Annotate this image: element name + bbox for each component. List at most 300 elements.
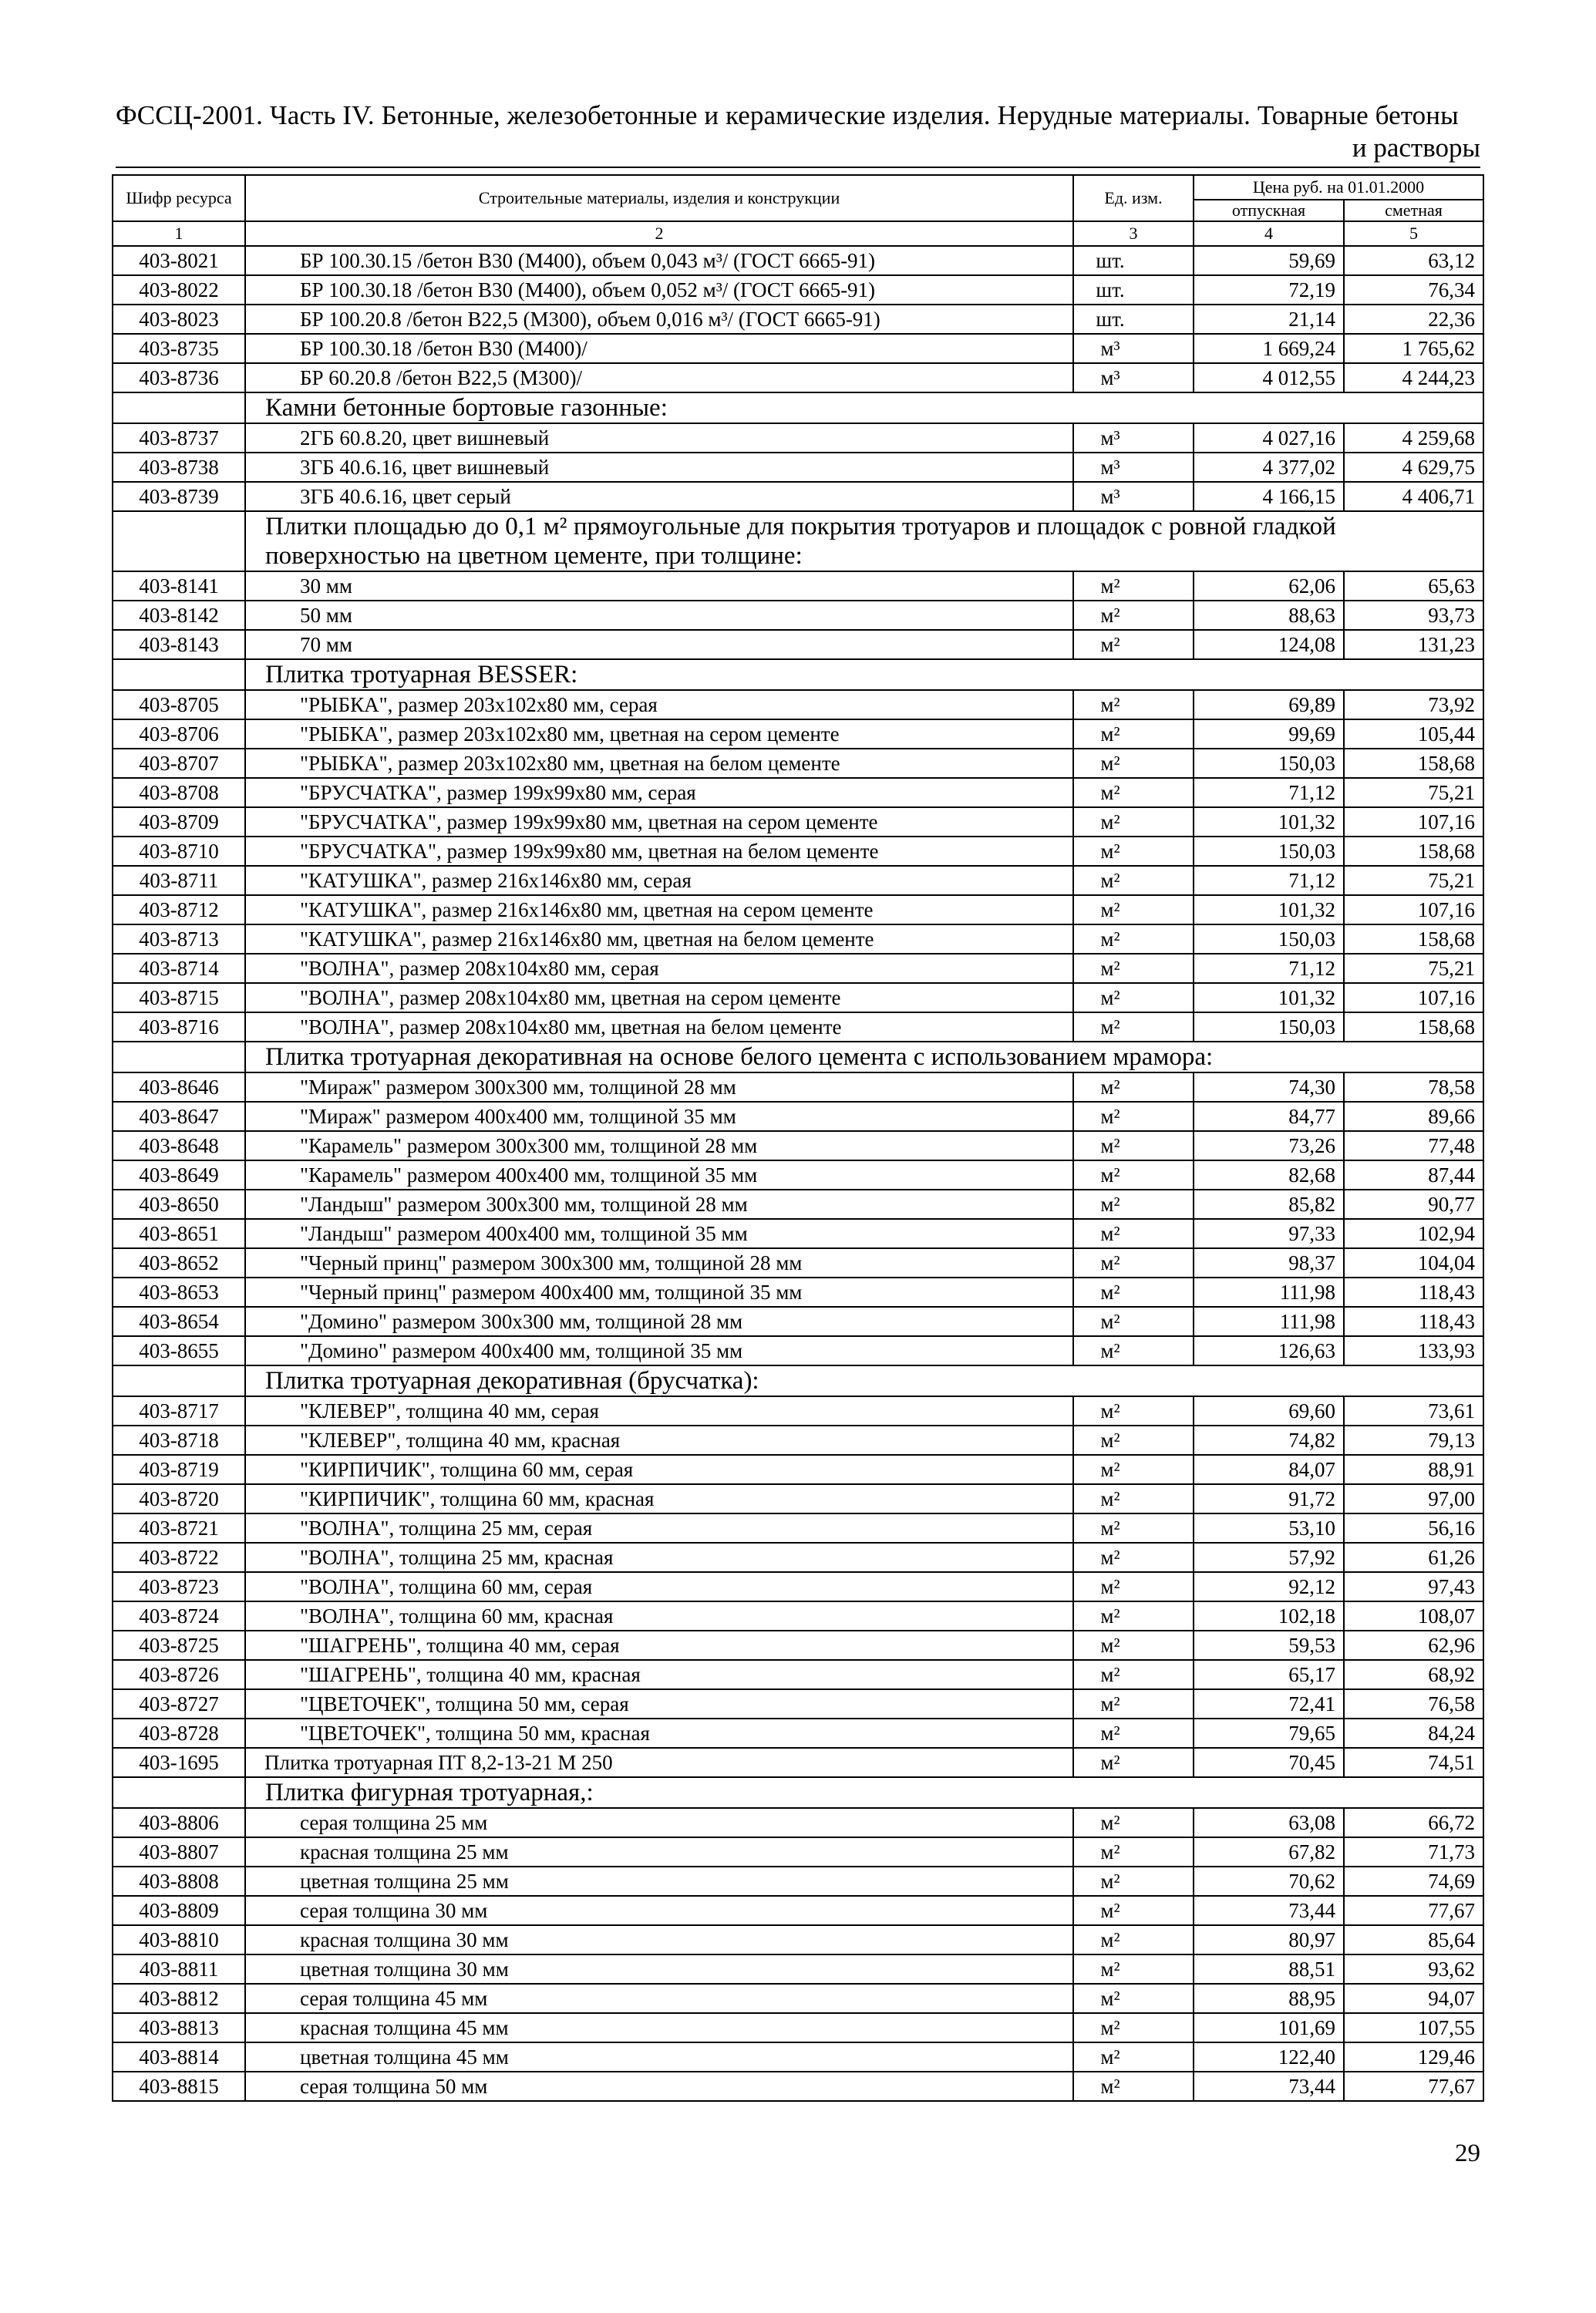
section-code-cell <box>113 1042 245 1072</box>
section-code-cell <box>113 1365 245 1396</box>
estimate-price: 85,64 <box>1344 1925 1483 1954</box>
table-row <box>113 1190 1483 1219</box>
table-row <box>113 1543 1483 1572</box>
material-name: "Домино" размером 400x400 мм, толщиной 35 мм <box>245 1336 1073 1365</box>
resource-code: 403-8706 <box>113 719 245 749</box>
estimate-price: 73,92 <box>1344 690 1483 719</box>
section-row <box>113 1777 1483 1808</box>
estimate-price: 63,12 <box>1344 246 1483 275</box>
estimate-price: 133,93 <box>1344 1336 1483 1365</box>
unit-cell: м² <box>1073 1190 1194 1219</box>
estimate-price: 158,68 <box>1344 924 1483 954</box>
unit-cell: м² <box>1073 1336 1194 1365</box>
estimate-price: 4 244,23 <box>1344 363 1483 392</box>
material-name: "Черный принц" размером 400x400 мм, толщиной 35 мм <box>245 1278 1073 1307</box>
resource-code: 403-8718 <box>113 1426 245 1455</box>
release-price: 72,19 <box>1194 275 1344 305</box>
resource-code: 403-8714 <box>113 954 245 983</box>
estimate-price: 131,23 <box>1344 630 1483 659</box>
section-title: Плитка фигурная тротуарная,: <box>245 1777 1483 1808</box>
unit-cell: м² <box>1073 601 1194 630</box>
table-row <box>113 895 1483 924</box>
table-row <box>113 482 1483 511</box>
resource-code: 403-8726 <box>113 1660 245 1689</box>
release-price: 122,40 <box>1194 2042 1344 2072</box>
material-name: "Домино" размером 300x300 мм, толщиной 28 мм <box>245 1307 1073 1336</box>
release-price: 80,97 <box>1194 1925 1344 1954</box>
unit-cell: м² <box>1073 749 1194 778</box>
material-name: "ЦВЕТОЧЕК", толщина 50 мм, серая <box>245 1689 1073 1719</box>
resource-code: 403-8654 <box>113 1307 245 1336</box>
unit-cell: м² <box>1073 837 1194 866</box>
resource-code: 403-8809 <box>113 1896 245 1925</box>
material-name: БР 60.20.8 /бетон В22,5 (М300)/ <box>245 363 1073 392</box>
unit-cell: шт. <box>1073 305 1194 334</box>
unit-cell: м² <box>1073 1248 1194 1278</box>
estimate-price: 105,44 <box>1344 719 1483 749</box>
resource-code: 403-8648 <box>113 1131 245 1160</box>
release-price: 91,72 <box>1194 1484 1344 1513</box>
col-header-code: Шифр ресурса <box>113 175 245 221</box>
material-name: 70 мм <box>245 630 1073 659</box>
col-header-price-release: отпускная <box>1194 200 1344 221</box>
material-name: красная толщина 25 мм <box>245 1837 1073 1867</box>
release-price: 70,45 <box>1194 1748 1344 1777</box>
resource-code: 403-8725 <box>113 1631 245 1660</box>
release-price: 150,03 <box>1194 837 1344 866</box>
resource-code: 403-8724 <box>113 1601 245 1631</box>
unit-cell: шт. <box>1073 275 1194 305</box>
table-row <box>113 2013 1483 2042</box>
estimate-price: 75,21 <box>1344 866 1483 895</box>
material-name: красная толщина 30 мм <box>245 1925 1073 1954</box>
material-name: "ЦВЕТОЧЕК", толщина 50 мм, красная <box>245 1719 1073 1748</box>
estimate-price: 107,16 <box>1344 983 1483 1012</box>
material-name: цветная толщина 45 мм <box>245 2042 1073 2072</box>
release-price: 59,69 <box>1194 246 1344 275</box>
unit-cell: м² <box>1073 1278 1194 1307</box>
material-name: красная толщина 45 мм <box>245 2013 1073 2042</box>
release-price: 82,68 <box>1194 1160 1344 1190</box>
resource-code: 403-8807 <box>113 1837 245 1867</box>
table-row <box>113 866 1483 895</box>
unit-cell: м² <box>1073 1012 1194 1042</box>
material-name: 2ГБ 60.8.20, цвет вишневый <box>245 423 1073 453</box>
price-table <box>112 174 1484 2102</box>
column-number: 3 <box>1073 221 1194 246</box>
material-name: БР 100.30.18 /бетон В30 (М400)/ <box>245 334 1073 363</box>
section-row <box>113 1365 1483 1396</box>
table-row <box>113 1307 1483 1336</box>
resource-code: 403-8143 <box>113 630 245 659</box>
release-price: 150,03 <box>1194 924 1344 954</box>
unit-cell: м³ <box>1073 363 1194 392</box>
release-price: 101,69 <box>1194 2013 1344 2042</box>
release-price: 73,44 <box>1194 1896 1344 1925</box>
unit-cell: м² <box>1073 1543 1194 1572</box>
estimate-price: 108,07 <box>1344 1601 1483 1631</box>
table-row <box>113 837 1483 866</box>
estimate-price: 158,68 <box>1344 837 1483 866</box>
resource-code: 403-8722 <box>113 1543 245 1572</box>
release-price: 71,12 <box>1194 778 1344 807</box>
resource-code: 403-8647 <box>113 1102 245 1131</box>
estimate-price: 90,77 <box>1344 1190 1483 1219</box>
col-header-price-estimate: сметная <box>1344 200 1483 221</box>
resource-code: 403-8728 <box>113 1719 245 1748</box>
page-header-line1: ФССЦ-2001. Часть IV. Бетонные, железобетонные и керамические изделия. Нерудные материалы. Товарные бетоны <box>116 100 1459 130</box>
release-price: 101,32 <box>1194 895 1344 924</box>
resource-code: 403-8651 <box>113 1219 245 1248</box>
column-number: 4 <box>1194 221 1344 246</box>
section-code-cell <box>113 1777 245 1808</box>
estimate-price: 129,46 <box>1344 2042 1483 2072</box>
release-price: 21,14 <box>1194 305 1344 334</box>
resource-code: 403-8708 <box>113 778 245 807</box>
unit-cell: м² <box>1073 807 1194 837</box>
section-title: Камни бетонные бортовые газонные: <box>245 392 1483 423</box>
unit-cell: м³ <box>1073 334 1194 363</box>
unit-cell: м³ <box>1073 423 1194 453</box>
table-row <box>113 1278 1483 1307</box>
release-price: 88,95 <box>1194 1984 1344 2013</box>
unit-cell: м² <box>1073 1896 1194 1925</box>
estimate-price: 94,07 <box>1344 1984 1483 2013</box>
estimate-price: 77,67 <box>1344 2072 1483 2101</box>
resource-code: 403-8715 <box>113 983 245 1012</box>
material-name: "Карамель" размером 300x300 мм, толщиной 28 мм <box>245 1131 1073 1160</box>
material-name: "КИРПИЧИК", толщина 60 мм, красная <box>245 1484 1073 1513</box>
unit-cell: м² <box>1073 1513 1194 1543</box>
table-row <box>113 571 1483 601</box>
resource-code: 403-8649 <box>113 1160 245 1190</box>
unit-cell: м² <box>1073 690 1194 719</box>
release-price: 92,12 <box>1194 1572 1344 1601</box>
page-header-line2: и растворы <box>1352 133 1480 163</box>
material-name: 30 мм <box>245 571 1073 601</box>
estimate-price: 4 406,71 <box>1344 482 1483 511</box>
unit-cell: м² <box>1073 719 1194 749</box>
unit-cell: м³ <box>1073 453 1194 482</box>
resource-code: 403-8142 <box>113 601 245 630</box>
material-name: "КАТУШКА", размер 216x146x80 мм, цветная на белом цементе <box>245 924 1073 954</box>
estimate-price: 107,16 <box>1344 807 1483 837</box>
release-price: 84,77 <box>1194 1102 1344 1131</box>
estimate-price: 87,44 <box>1344 1160 1483 1190</box>
material-name: "КЛЕВЕР", толщина 40 мм, красная <box>245 1426 1073 1455</box>
unit-cell: м² <box>1073 895 1194 924</box>
release-price: 4 012,55 <box>1194 363 1344 392</box>
estimate-price: 66,72 <box>1344 1808 1483 1837</box>
table-row <box>113 954 1483 983</box>
col-header-price: Цена руб. на 01.01.2000 <box>1194 175 1483 200</box>
estimate-price: 78,58 <box>1344 1072 1483 1102</box>
section-code-cell <box>113 511 245 571</box>
table-row <box>113 453 1483 482</box>
release-price: 59,53 <box>1194 1631 1344 1660</box>
table-row <box>113 1925 1483 1954</box>
resource-code: 403-8023 <box>113 305 245 334</box>
release-price: 1 669,24 <box>1194 334 1344 363</box>
estimate-price: 77,48 <box>1344 1131 1483 1160</box>
unit-cell: м² <box>1073 1837 1194 1867</box>
release-price: 101,32 <box>1194 983 1344 1012</box>
resource-code: 403-8646 <box>113 1072 245 1102</box>
resource-code: 403-8711 <box>113 866 245 895</box>
table-row <box>113 1513 1483 1543</box>
estimate-price: 97,00 <box>1344 1484 1483 1513</box>
section-row <box>113 659 1483 690</box>
table-row <box>113 2042 1483 2072</box>
estimate-price: 89,66 <box>1344 1102 1483 1131</box>
material-name: "КИРПИЧИК", толщина 60 мм, серая <box>245 1455 1073 1484</box>
estimate-price: 77,67 <box>1344 1896 1483 1925</box>
release-price: 4 027,16 <box>1194 423 1344 453</box>
table-row <box>113 2072 1483 2101</box>
release-price: 63,08 <box>1194 1808 1344 1837</box>
material-name: БР 100.30.15 /бетон В30 (М400), объем 0,043 м³/ (ГОСТ 6665-91) <box>245 246 1073 275</box>
section-title: Плитка тротуарная декоративная на основе белого цемента с использованием мрамора: <box>245 1042 1483 1072</box>
material-name: Плитка тротуарная ПТ 8,2-13-21 М 250 <box>245 1748 1073 1777</box>
unit-cell: м² <box>1073 1601 1194 1631</box>
unit-cell: м² <box>1073 1954 1194 1984</box>
estimate-price: 68,92 <box>1344 1660 1483 1689</box>
estimate-price: 61,26 <box>1344 1543 1483 1572</box>
unit-cell: м² <box>1073 778 1194 807</box>
unit-cell: м² <box>1073 1660 1194 1689</box>
unit-cell: м² <box>1073 1131 1194 1160</box>
release-price: 150,03 <box>1194 1012 1344 1042</box>
resource-code: 403-8717 <box>113 1396 245 1426</box>
column-numbers-row <box>113 221 1483 246</box>
release-price: 4 377,02 <box>1194 453 1344 482</box>
column-number: 1 <box>113 221 245 246</box>
release-price: 97,33 <box>1194 1219 1344 1248</box>
material-name: цветная толщина 30 мм <box>245 1954 1073 1984</box>
release-price: 99,69 <box>1194 719 1344 749</box>
resource-code: 403-8723 <box>113 1572 245 1601</box>
release-price: 126,63 <box>1194 1336 1344 1365</box>
release-price: 111,98 <box>1194 1278 1344 1307</box>
release-price: 69,89 <box>1194 690 1344 719</box>
unit-cell: м² <box>1073 1219 1194 1248</box>
resource-code: 403-8141 <box>113 571 245 601</box>
material-name: "ВОЛНА", толщина 60 мм, серая <box>245 1572 1073 1601</box>
estimate-price: 102,94 <box>1344 1219 1483 1248</box>
release-price: 69,60 <box>1194 1396 1344 1426</box>
estimate-price: 4 629,75 <box>1344 453 1483 482</box>
resource-code: 403-8815 <box>113 2072 245 2101</box>
material-name: БР 100.30.18 /бетон В30 (М400), объем 0,052 м³/ (ГОСТ 6665-91) <box>245 275 1073 305</box>
resource-code: 403-8709 <box>113 807 245 837</box>
table-row <box>113 1689 1483 1719</box>
unit-cell: м² <box>1073 1160 1194 1190</box>
resource-code: 403-8810 <box>113 1925 245 1954</box>
table-row <box>113 983 1483 1012</box>
estimate-price: 4 259,68 <box>1344 423 1483 453</box>
unit-cell: м² <box>1073 571 1194 601</box>
unit-cell: м² <box>1073 1455 1194 1484</box>
section-row <box>113 511 1483 571</box>
unit-cell: м² <box>1073 1572 1194 1601</box>
estimate-price: 1 765,62 <box>1344 334 1483 363</box>
estimate-price: 93,62 <box>1344 1954 1483 1984</box>
table-row <box>113 305 1483 334</box>
resource-code: 403-8713 <box>113 924 245 954</box>
table-row <box>113 924 1483 954</box>
release-price: 65,17 <box>1194 1660 1344 1689</box>
table-row <box>113 1219 1483 1248</box>
estimate-price: 75,21 <box>1344 954 1483 983</box>
table-row <box>113 1660 1483 1689</box>
header-rule <box>116 167 1480 168</box>
table-body <box>113 246 1483 2101</box>
resource-code: 403-8712 <box>113 895 245 924</box>
material-name: "РЫБКА", размер 203x102x80 мм, цветная на белом цементе <box>245 749 1073 778</box>
unit-cell: м² <box>1073 1867 1194 1896</box>
col-header-unit: Ед. изм. <box>1073 175 1194 221</box>
resource-code: 403-8720 <box>113 1484 245 1513</box>
col-header-name: Строительные материалы, изделия и конструкции <box>245 175 1073 221</box>
material-name: "Мираж" размером 400x400 мм, толщиной 35 мм <box>245 1102 1073 1131</box>
resource-code: 403-8710 <box>113 837 245 866</box>
material-name: "БРУСЧАТКА", размер 199x99x80 мм, цветная на сером цементе <box>245 807 1073 837</box>
material-name: 3ГБ 40.6.16, цвет серый <box>245 482 1073 511</box>
unit-cell: м² <box>1073 1484 1194 1513</box>
material-name: "ВОЛНА", размер 208x104x80 мм, серая <box>245 954 1073 983</box>
resource-code: 403-8727 <box>113 1689 245 1719</box>
table-row <box>113 1984 1483 2013</box>
unit-cell: м² <box>1073 630 1194 659</box>
estimate-price: 74,69 <box>1344 1867 1483 1896</box>
resource-code: 403-8721 <box>113 1513 245 1543</box>
unit-cell: м² <box>1073 1984 1194 2013</box>
material-name: цветная толщина 25 мм <box>245 1867 1073 1896</box>
release-price: 72,41 <box>1194 1689 1344 1719</box>
release-price: 84,07 <box>1194 1455 1344 1484</box>
unit-cell: м² <box>1073 1072 1194 1102</box>
release-price: 150,03 <box>1194 749 1344 778</box>
table-row <box>113 1131 1483 1160</box>
estimate-price: 76,34 <box>1344 275 1483 305</box>
table-row <box>113 1954 1483 1984</box>
unit-cell: м² <box>1073 1426 1194 1455</box>
table-row <box>113 630 1483 659</box>
table-row <box>113 363 1483 392</box>
estimate-price: 56,16 <box>1344 1513 1483 1543</box>
release-price: 111,98 <box>1194 1307 1344 1336</box>
material-name: "Черный принц" размером 300x300 мм, толщиной 28 мм <box>245 1248 1073 1278</box>
material-name: "ШАГРЕНЬ", толщина 40 мм, серая <box>245 1631 1073 1660</box>
table-row <box>113 246 1483 275</box>
material-name: "ВОЛНА", толщина 60 мм, красная <box>245 1601 1073 1631</box>
release-price: 102,18 <box>1194 1601 1344 1631</box>
material-name: серая толщина 50 мм <box>245 2072 1073 2101</box>
unit-cell: м² <box>1073 1102 1194 1131</box>
table-row <box>113 1867 1483 1896</box>
material-name: "ВОЛНА", размер 208x104x80 мм, цветная на сером цементе <box>245 983 1073 1012</box>
resource-code: 403-8812 <box>113 1984 245 2013</box>
unit-cell: м² <box>1073 2042 1194 2072</box>
resource-code: 403-8650 <box>113 1190 245 1219</box>
material-name: "ВОЛНА", размер 208x104x80 мм, цветная на белом цементе <box>245 1012 1073 1042</box>
release-price: 88,51 <box>1194 1954 1344 1984</box>
resource-code: 403-8707 <box>113 749 245 778</box>
resource-code: 403-8705 <box>113 690 245 719</box>
unit-cell: м² <box>1073 1719 1194 1748</box>
release-price: 74,82 <box>1194 1426 1344 1455</box>
section-row <box>113 392 1483 423</box>
release-price: 124,08 <box>1194 630 1344 659</box>
table-row <box>113 601 1483 630</box>
estimate-price: 88,91 <box>1344 1455 1483 1484</box>
estimate-price: 71,73 <box>1344 1837 1483 1867</box>
estimate-price: 73,61 <box>1344 1396 1483 1426</box>
resource-code: 403-8736 <box>113 363 245 392</box>
section-title: Плитка тротуарная декоративная (брусчатка): <box>245 1365 1483 1396</box>
section-code-cell <box>113 392 245 423</box>
table-row <box>113 807 1483 837</box>
resource-code: 403-8739 <box>113 482 245 511</box>
resource-code: 403-8716 <box>113 1012 245 1042</box>
material-name: серая толщина 45 мм <box>245 1984 1073 2013</box>
table-row <box>113 778 1483 807</box>
resource-code: 403-1695 <box>113 1748 245 1777</box>
section-title: Плитка тротуарная BESSER: <box>245 659 1483 690</box>
unit-cell: шт. <box>1073 246 1194 275</box>
material-name: "КАТУШКА", размер 216x146x80 мм, серая <box>245 866 1073 895</box>
material-name: "КАТУШКА", размер 216x146x80 мм, цветная на сером цементе <box>245 895 1073 924</box>
release-price: 98,37 <box>1194 1248 1344 1278</box>
estimate-price: 93,73 <box>1344 601 1483 630</box>
estimate-price: 65,63 <box>1344 571 1483 601</box>
section-code-cell <box>113 659 245 690</box>
estimate-price: 84,24 <box>1344 1719 1483 1748</box>
table-row <box>113 1719 1483 1748</box>
estimate-price: 118,43 <box>1344 1278 1483 1307</box>
unit-cell: м² <box>1073 1689 1194 1719</box>
release-price: 71,12 <box>1194 866 1344 895</box>
estimate-price: 107,16 <box>1344 895 1483 924</box>
unit-cell: м² <box>1073 1925 1194 1954</box>
material-name: "БРУСЧАТКА", размер 199x99x80 мм, цветная на белом цементе <box>245 837 1073 866</box>
release-price: 88,63 <box>1194 601 1344 630</box>
estimate-price: 74,51 <box>1344 1748 1483 1777</box>
unit-cell: м² <box>1073 2072 1194 2101</box>
column-number: 5 <box>1344 221 1483 246</box>
estimate-price: 76,58 <box>1344 1689 1483 1719</box>
unit-cell: м² <box>1073 866 1194 895</box>
table-row <box>113 1601 1483 1631</box>
table-row <box>113 1896 1483 1925</box>
resource-code: 403-8653 <box>113 1278 245 1307</box>
release-price: 62,06 <box>1194 571 1344 601</box>
material-name: БР 100.20.8 /бетон В22,5 (М300), объем 0,016 м³/ (ГОСТ 6665-91) <box>245 305 1073 334</box>
unit-cell: м² <box>1073 1307 1194 1336</box>
column-number: 2 <box>245 221 1073 246</box>
material-name: серая толщина 30 мм <box>245 1896 1073 1925</box>
material-name: "ШАГРЕНЬ", толщина 40 мм, красная <box>245 1660 1073 1689</box>
unit-cell: м² <box>1073 1631 1194 1660</box>
estimate-price: 79,13 <box>1344 1426 1483 1455</box>
resource-code: 403-8655 <box>113 1336 245 1365</box>
estimate-price: 118,43 <box>1344 1307 1483 1336</box>
table-row <box>113 690 1483 719</box>
material-name: "Ландыш" размером 300x300 мм, толщиной 28 мм <box>245 1190 1073 1219</box>
section-row <box>113 1042 1483 1072</box>
unit-cell: м² <box>1073 1396 1194 1426</box>
table-row <box>113 1336 1483 1365</box>
